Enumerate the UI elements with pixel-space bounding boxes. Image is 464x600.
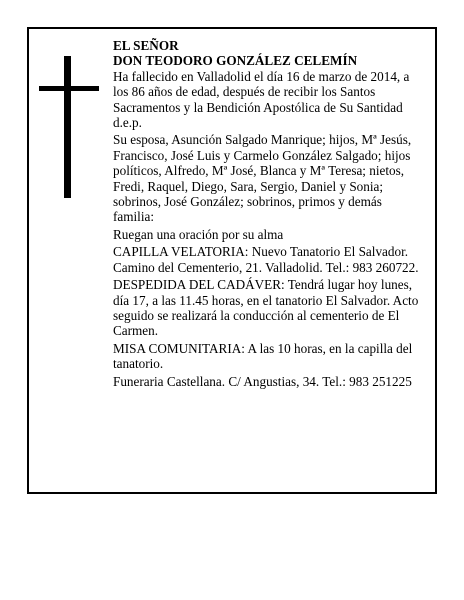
cross-horizontal-bar: [39, 86, 99, 91]
cross-icon: [39, 56, 99, 198]
obituary-text: [113, 38, 425, 391]
family-list: Su esposa, Asunción Salgado Manrique; hijos, Mª Jesús, Francisco, José Luis y Carmelo González Salgado; hijos políticos, Alfredo, Mª José, Blanca y Mª Teresa; nietos, Fredi, Raquel, Diego, Sara, Sergio, Daniel y Sonia; sobrinos, José González; sobrinos, primos y demás familia:: [113, 132, 412, 225]
funeral-home-info: Funeraria Castellana. C/ Angustias, 34. Tel.: 983 251225: [113, 373, 412, 389]
mass-info: MISA COMUNITARIA: A las 10 horas, en la capilla del tanatorio.: [113, 340, 413, 372]
cross-vertical-bar: [64, 56, 71, 198]
death-announcement: Ha fallecido en Valladolid el día 16 de marzo de 2014, a los 86 años de edad, después de recibir los Santos Sacramentos y la Bendición Apostólica de Su Santidad d.e.p.: [113, 68, 410, 131]
wake-chapel-info: CAPILLA VELATORIA: Nuevo Tanatorio El Salvador. Camino del Cementerio, 21. Valladolid. Tel.: 983 260722.: [113, 244, 419, 275]
deceased-name: DON TEODORO GONZÁLEZ CELEMÍN: [113, 53, 358, 69]
notice-title: EL SEÑOR: [113, 38, 179, 53]
prayer-request: Ruegan una oración por su alma: [113, 226, 284, 242]
farewell-info: DESPEDIDA DEL CADÁVER: Tendrá lugar hoy lunes, día 17, a las 11.45 horas, en el tanatorio El Salvador. Acto seguido se realizará la conducción al cementerio de El Carmen.: [113, 277, 419, 339]
